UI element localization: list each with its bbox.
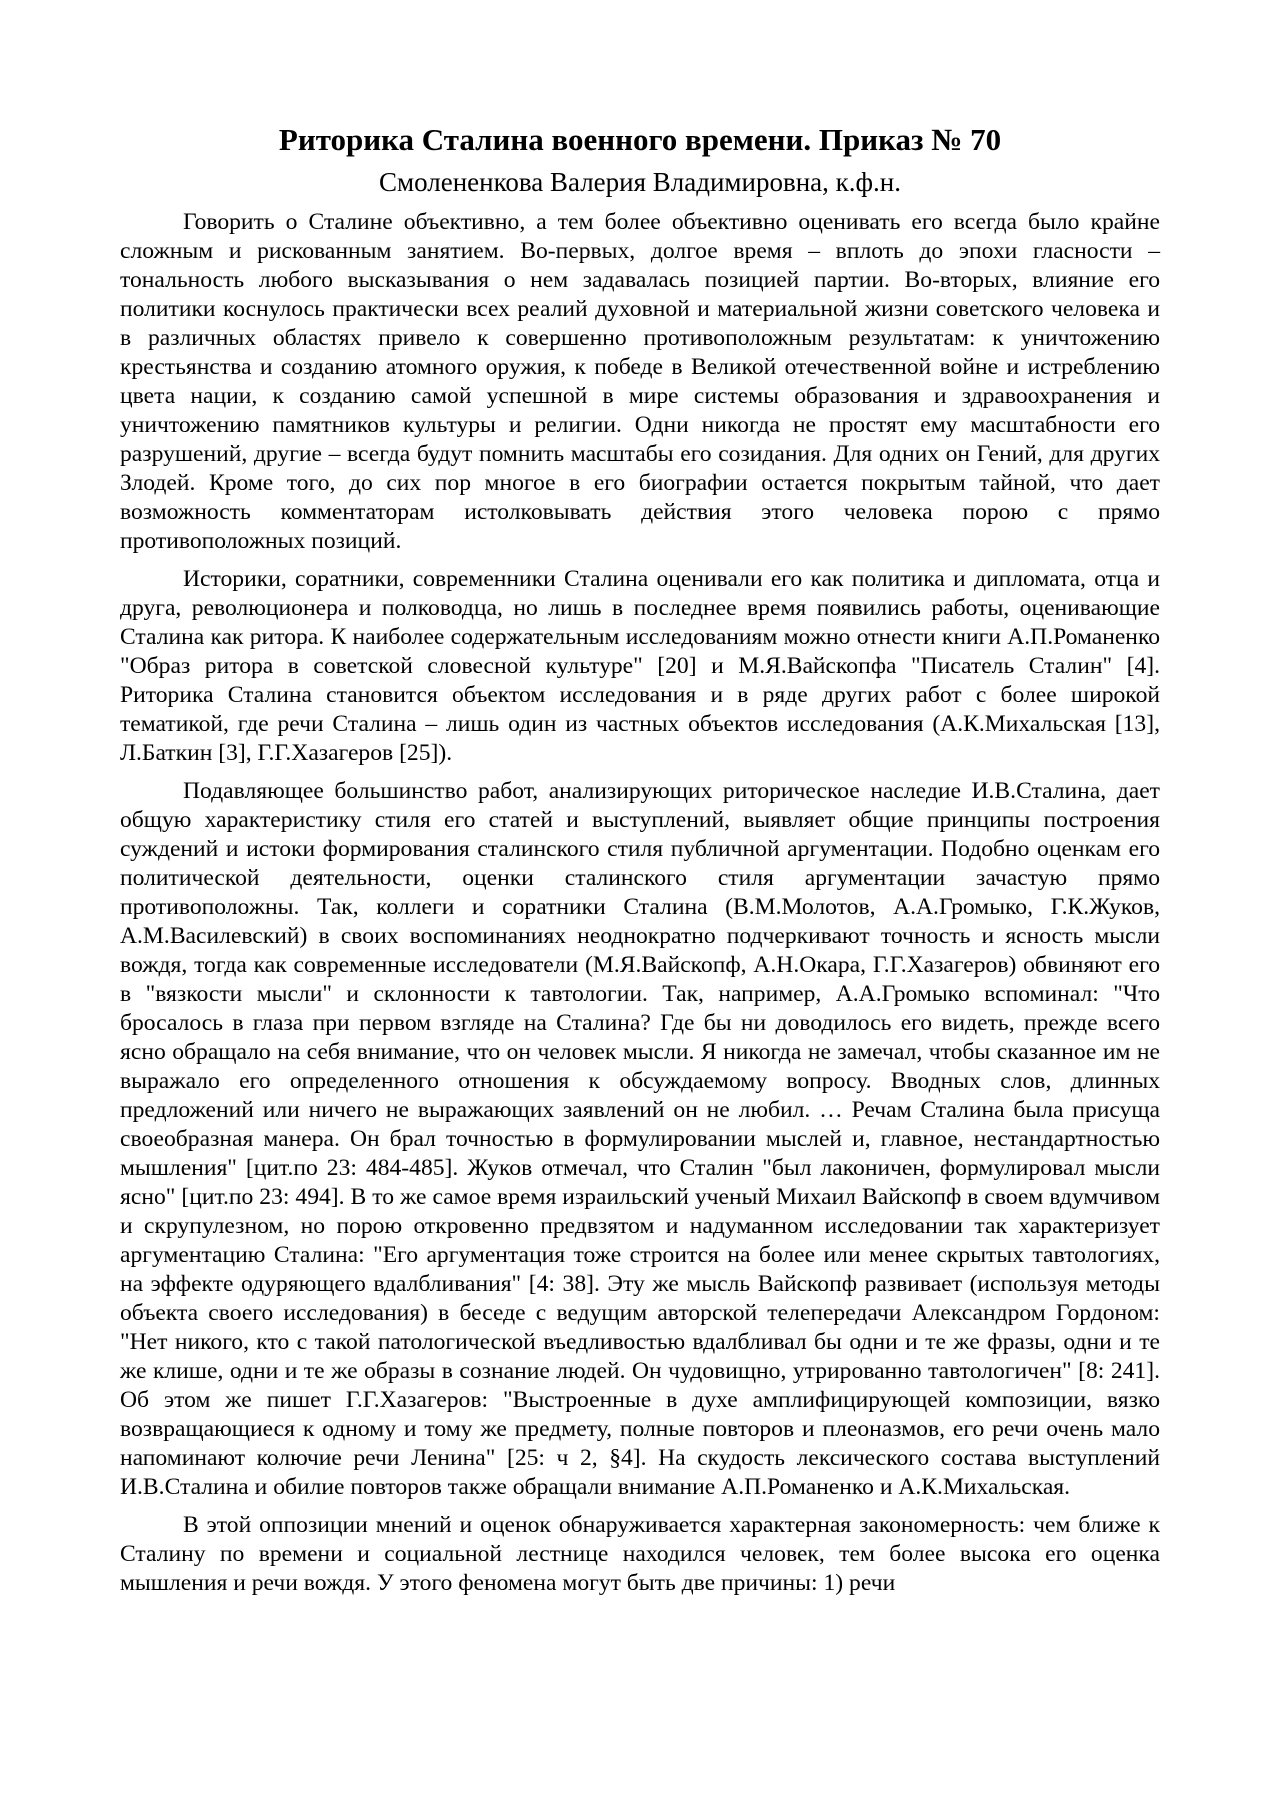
paragraph-2: Историки, соратники, современники Сталина оценивали его как политика и дипломата, отца и друга, революционера и полководца, но лишь в последнее время появились работы, оценивающие Сталина как ритора. К наиболее содержательным исследованиям можно отнести книги А.П.Романенко "Образ ритора в советской словесной культуре" [20] и М.Я.Вайскопфа "Писатель Сталин" [4]. Риторика Сталина становится объектом исследования и в ряде других работ с более широкой тематикой, где речи Сталина – лишь один из частных объектов исследования (А.К.Михальская [13], Л.Баткин [3], Г.Г.Хазагеров [25]).	[120, 566, 1160, 766]
paragraph-3: Подавляющее большинство работ, анализирующих риторическое наследие И.В.Сталина, дает общую характеристику стиля его статей и выступлений, выявляет общие принципы построения суждений и истоки формирования сталинского стиля публичной аргументации. Подобно оценкам его политической деятельности, оценки сталинского стиля аргументации зачастую прямо противоположны. Так, коллеги и соратники Сталина (В.М.Молотов, А.А.Громыко, Г.К.Жуков, А.М.Василевский) в своих воспоминаниях неоднократно подчеркивают точность и ясность мысли вождя, тогда как современные исследователи (М.Я.Вайскопф, А.Н.Окара, Г.Г.Хазагеров) обвиняют его в "вязкости мысли" и склонности к тавтологии. Так, например, А.А.Громыко вспоминал: "Что бросалось в глаза при первом взгляде на Сталина? Где бы ни доводилось его видеть, прежде всего ясно обращало на себя внимание, что он человек мысли. Я никогда не замечал, чтобы сказанное им не выражало его определенного отношения к обсуждаемому вопросу. Вводных слов, длинных предложений или ничего не выражающих заявлений он не любил. … Речам Сталина была присуща своеобразная манера. Он брал точностью в формулировании мыслей и, главное, нестандартностью мышления" [цит.по 23: 484-485]. Жуков отмечал, что Сталин "был лаконичен, формулировал мысли ясно" [цит.по 23: 494]. В то же самое время израильский ученый Михаил Вайскопф в своем вдумчивом и скрупулезном, но порою откровенно предвзятом и надуманном исследовании так характеризует аргументацию Сталина: "Его аргументация тоже строится на более или менее скрытых тавтологиях, на эффекте одуряющего вдалбливания" [4: 38]. Эту же мысль Вайскопф развивает (используя методы объекта своего исследования) в беседе с ведущим авторской телепередачи Александром Гордоном: "Нет никого, кто с такой патологической въедливостью вдалбливал бы одни и те же фразы, одни и те же клише, одни и те же образы в сознание людей. Он чудовищно, утрированно тавтологичен" [8: 241]. Об этом же пишет Г.Г.Хазагеров: "Выстроенные в духе амплифицирующей композиции, вязко возвращающиеся к одному и тому же предмету, полные повторов и плеоназмов, его речи очень мало напоминают колючие речи Ленина" [25: ч 2, §4]. На скудость лексического состава выступлений И.В.Сталина и обилие повторов также обращали внимание А.П.Романенко и А.К.Михальская.	[120, 778, 1160, 1500]
paragraph-1: Говорить о Сталине объективно, а тем более объективно оценивать его всегда было крайне сложным и рискованным занятием. Во-первых, долгое время – вплоть до эпохи гласности – тональность любого высказывания о нем задавалась позицией партии. Во-вторых, влияние его политики коснулось практически всех реалий духовной и материальной жизни советского человека и в различных областях привело к совершенно противоположным результатам: к уничтожению крестьянства и созданию атомного оружия, к победе в Великой отечественной войне и истреблению цвета нации, к созданию самой успешной в мире системы образования и здравоохранения и уничтожению памятников культуры и религии. Одни никогда не простят ему масштабности его разрушений, другие – всегда будут помнить масштабы его созидания. Для одних он Гений, для других Злодей. Кроме того, до сих пор многое в его биографии остается покрытым тайной, что дает возможность комментаторам истолковывать действия этого человека порою с прямо противоположных позиций.	[120, 209, 1160, 554]
document-title: Риторика Сталина военного времени. Приказ № 70	[278, 122, 1002, 157]
document-author: Смолененкова Валерия Владимировна, к.ф.н.	[379, 167, 901, 197]
paragraph-4: В этой оппозиции мнений и оценок обнаруживается характерная закономерность: чем ближе к Сталину по времени и социальной лестнице находился человек, тем более высока его оценка мышления и речи вождя. У этого феномена могут быть две причины: 1) речи	[120, 1512, 1160, 1596]
document-body	[120, 120, 1160, 1607]
